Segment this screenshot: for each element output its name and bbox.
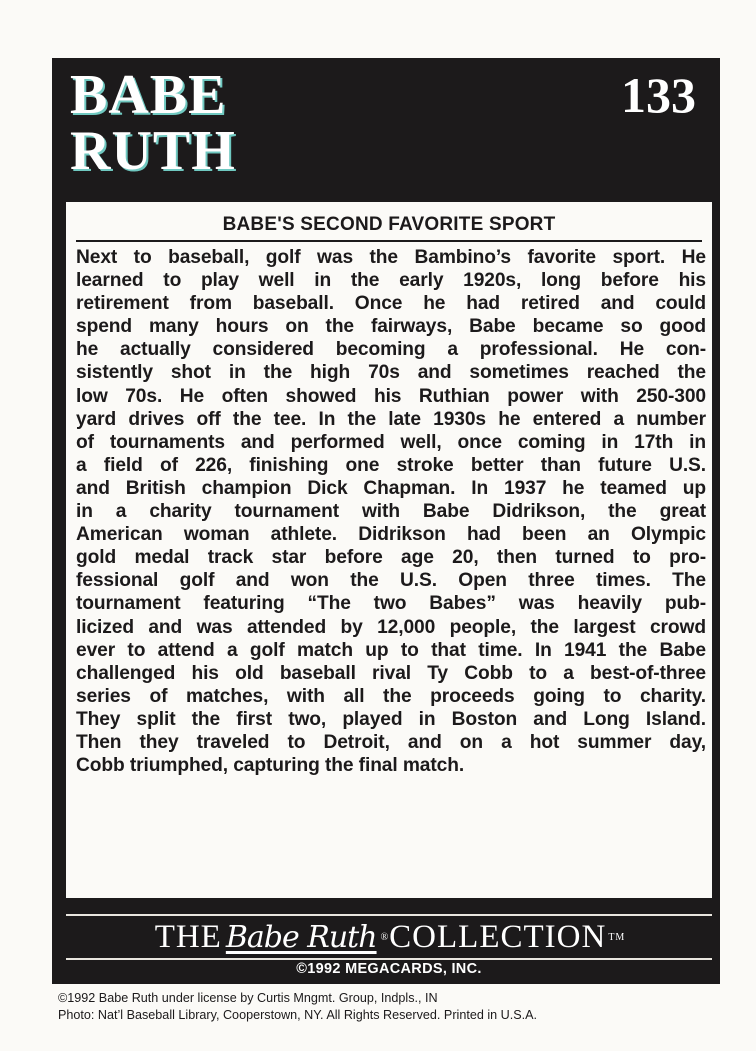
article-line: of tournaments and performed well, once coming in 17th in [76, 431, 706, 453]
article-body [76, 246, 706, 777]
article-line: in a charity tournament with Babe Didrikson, the great [76, 501, 706, 523]
article-line: sistently shot in the high 70s and sometimes reached the [76, 362, 706, 384]
signature-logo: Babe Ruth [225, 919, 377, 955]
article-line: spend many hours on the fairways, Babe became so good [76, 316, 706, 338]
card-number: 133 [621, 67, 696, 123]
article-line: learned to play well in the early 1920s, long before his [76, 270, 706, 292]
article-headline: BABE'S SECOND FAVORITE SPORT [222, 214, 556, 235]
article-panel [66, 202, 712, 898]
legal-line-1: ©1992 Babe Ruth under license by Curtis Mngmt. Group, Indpls., IN [58, 991, 438, 1005]
headline-divider [76, 240, 702, 242]
article-line: Then they traveled to Detroit, and on a hot summer day, [76, 731, 706, 753]
article-line: tournament featuring “The two Babes” was heavily pub- [76, 593, 706, 615]
publisher-copyright: ©1992 MEGACARDS, INC. [296, 961, 482, 977]
article-line: yard drives off the tee. In the late 1930s he entered a number [76, 408, 706, 430]
footer-rule-bottom [66, 958, 712, 960]
article-line: a field of 226, finishing one stroke better than future U.S. [76, 454, 706, 476]
article-line: low 70s. He often showed his Ruthian power with 250-300 [76, 385, 706, 407]
legal-line-2: Photo: Nat’l Baseball Library, Cooperstown, NY. All Rights Reserved. Printed in U.S.A. [58, 1008, 538, 1022]
article-line: Next to baseball, golf was the Bambino’s favorite sport. He [76, 247, 706, 268]
logo-collection: COLLECTION [389, 918, 607, 955]
article-line: licized and was attended by 12,000 people, the largest crowd [76, 616, 706, 638]
article-line: series of matches, with all the proceeds going to charity. [76, 685, 706, 707]
player-name-first: BABE [70, 64, 227, 126]
player-name-last: RUTH [70, 120, 236, 182]
trademark-mark: TM [608, 931, 626, 943]
player-name [70, 64, 236, 182]
article-line: gold medal track star before age 20, then turned to pro- [76, 547, 706, 569]
logo-the: THE [154, 918, 222, 955]
article-line: fessional golf and won the U.S. Open three times. The [76, 570, 706, 592]
article-line: retirement from baseball. Once he had retired and could [76, 293, 706, 315]
article-line: and British champion Dick Chapman. In 1937 he teamed up [76, 477, 706, 499]
collection-logo [70, 916, 710, 958]
article-line: They split the first two, played in Boston and Long Island. [76, 708, 706, 730]
registered-mark: ® [380, 931, 390, 943]
article-line: Cobb triumphed, capturing the final match. [76, 755, 465, 777]
legal-notice [58, 990, 748, 1024]
article-line: challenged his old baseball rival Ty Cobb to a best-of-three [76, 662, 706, 684]
article-line: American woman athlete. Didrikson had been an Olympic [76, 524, 706, 546]
article-line: he actually considered becoming a professional. He con- [76, 339, 706, 361]
article-line: ever to attend a golf match up to that time. In 1941 the Babe [76, 639, 706, 661]
